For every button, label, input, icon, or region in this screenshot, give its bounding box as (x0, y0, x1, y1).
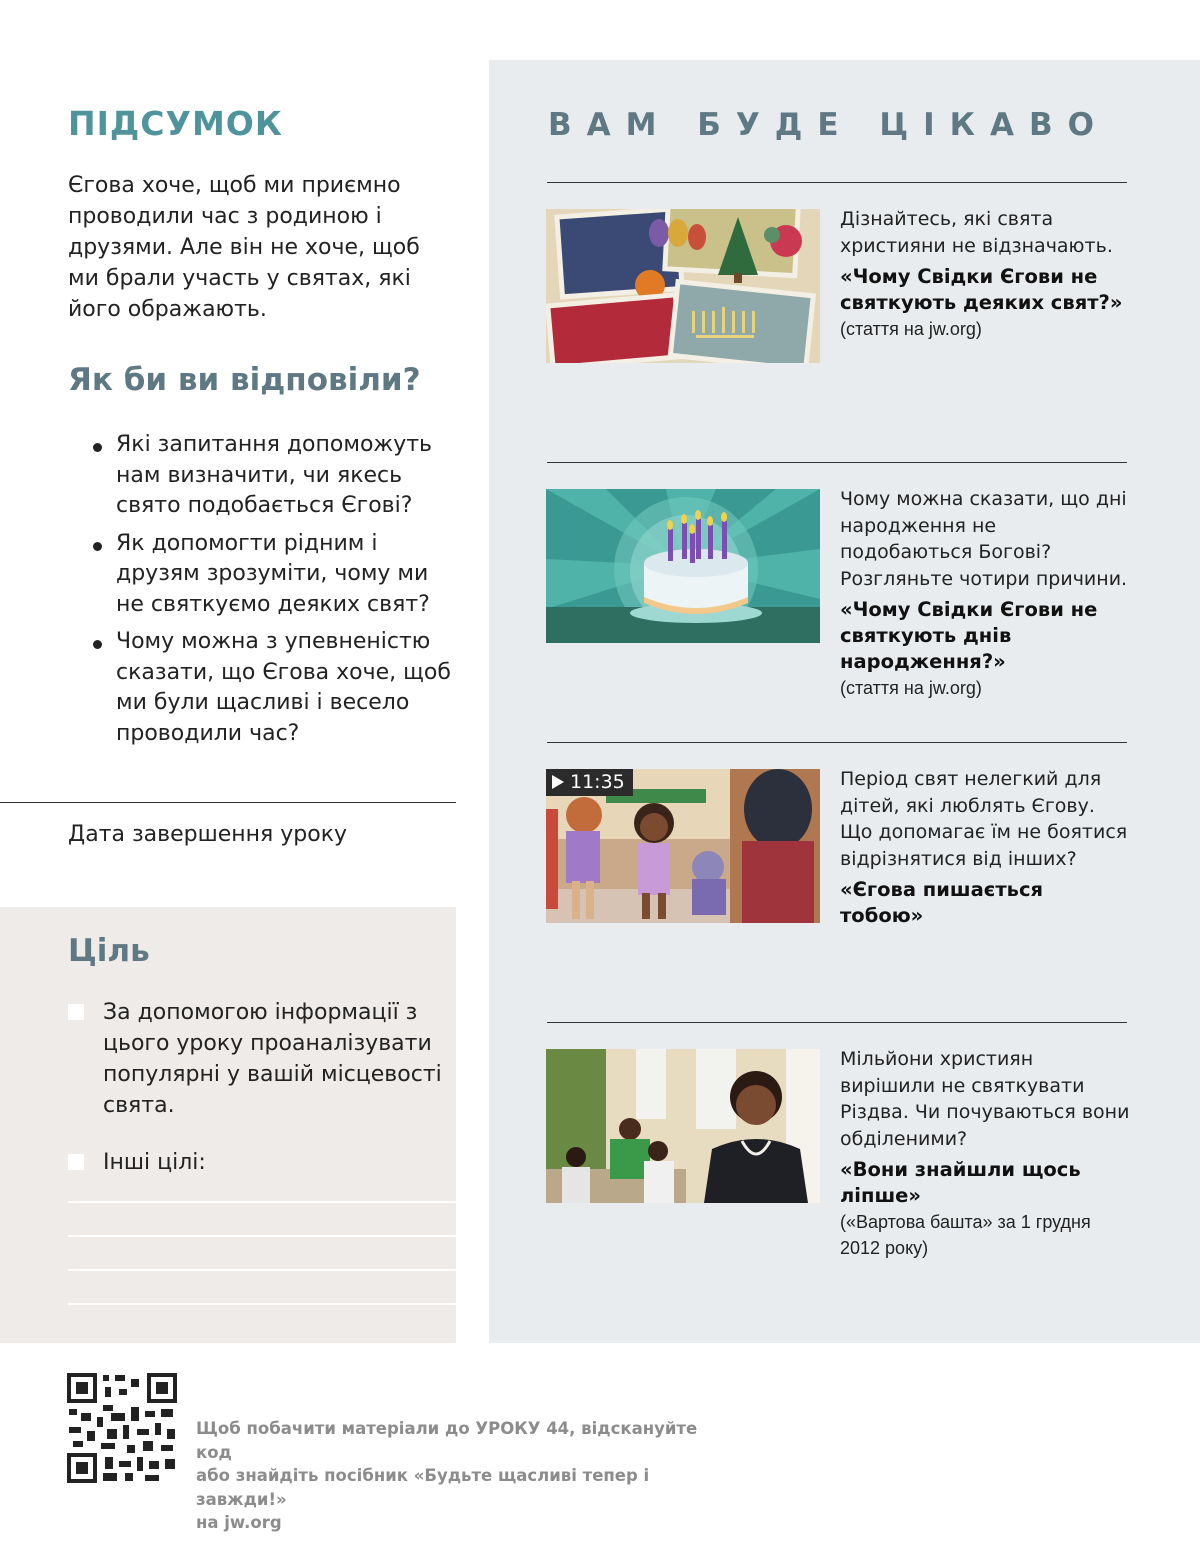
questions-heading: Як би ви відповіли? (68, 362, 421, 398)
goal-box (0, 907, 456, 1343)
birthday-thumbnail[interactable] (546, 489, 820, 643)
footer-text (196, 1417, 716, 1535)
entry-source: (стаття на jw.org) (840, 319, 982, 339)
summary-text: Єгова хоче, щоб ми приємно проводили час з родиною і друзями. Але він не хоче, щоб ми брали участь у святах, які його ображають. (68, 173, 420, 322)
completion-divider (0, 802, 456, 803)
other-goals-checkbox[interactable] (68, 1154, 84, 1170)
entry-divider (547, 1022, 1127, 1023)
write-line[interactable] (68, 1235, 456, 1237)
family-thumbnail[interactable] (546, 1049, 820, 1203)
video-duration: 11:35 (570, 771, 625, 793)
entry-divider (547, 742, 1127, 743)
question-text: Чому можна з упевненістю сказати, що Єгова хоче, щоб ми були щасливі і весело проводили час? (116, 629, 451, 746)
question-item (90, 529, 462, 621)
question-item (90, 627, 462, 749)
holidays-thumbnail[interactable] (546, 209, 820, 363)
question-item (90, 430, 462, 522)
entry-title-link[interactable]: «Чому Свідки Єгови не святкують днів народження?» (840, 598, 1098, 673)
entry-title-link[interactable]: «Єгова пишається тобою» (840, 878, 1044, 927)
bullet-icon (93, 640, 102, 649)
goal-checkbox[interactable] (68, 1004, 84, 1020)
question-text: Які запитання допоможуть нам визначити, чи якесь свято подобається Єгові? (116, 432, 433, 518)
entry-2 (840, 486, 1130, 701)
goal-text: За допомогою інформації з цього уроку проаналізувати популярні у вашій місцевості свята. (103, 1000, 442, 1118)
interest-heading: ВАМ БУДЕ ЦІКАВО (548, 107, 1109, 143)
footer-line: Щоб побачити матеріали до УРОКУ 44, відскануйте код (196, 1419, 698, 1462)
play-icon[interactable] (552, 775, 564, 789)
entry-description: Мільйони християн вирішили не святкувати Різдва. Чи почуваються вони обділеними? (840, 1048, 1130, 1150)
entry-divider (547, 462, 1127, 463)
entry-1 (840, 206, 1130, 342)
entry-description: Дізнайтесь, які свята християни не відзначають. (840, 208, 1113, 257)
write-line[interactable] (68, 1303, 456, 1305)
video-duration-badge (546, 769, 633, 796)
entry-source: («Вартова башта» за 1 грудня 2012 року) (840, 1212, 1091, 1258)
entry-title-link[interactable]: «Чому Свідки Єгови не святкують деяких свят?» (840, 265, 1123, 314)
entry-description: Період свят нелегкий для дітей, які люблять Єгову. Що допомагає їм не боятися відрізнятися від інших? (840, 768, 1128, 870)
footer-line[interactable]: на jw.org (196, 1513, 282, 1532)
bullet-icon (93, 443, 102, 452)
other-goals-label: Інші цілі: (103, 1150, 206, 1175)
bullet-icon (93, 542, 102, 551)
write-line[interactable] (68, 1269, 456, 1271)
entry-description: Чому можна сказати, що дні народження не подобаються Богові? Розгляньте чотири причини. (840, 488, 1128, 590)
write-line[interactable] (68, 1201, 456, 1203)
goal-heading: Ціль (68, 933, 150, 969)
questions-list (90, 430, 462, 756)
question-text: Як допомогти рідним і друзям зрозуміти, чому ми не святкуємо деяких свят? (116, 530, 430, 617)
entry-source: (стаття на jw.org) (840, 678, 982, 698)
entry-3 (840, 766, 1130, 929)
entry-divider (547, 182, 1127, 183)
footer-line: або знайдіть посібник «Будьте щасливі тепер і завжди!» (196, 1466, 650, 1509)
entry-title-link[interactable]: «Вони знайшли щось ліпше» (840, 1158, 1081, 1207)
qr-code-icon[interactable] (67, 1373, 177, 1483)
entry-4 (840, 1046, 1130, 1261)
completion-date-label: Дата завершення уроку (68, 822, 348, 847)
video-thumbnail[interactable] (546, 769, 820, 923)
summary-heading: ПІДСУМОК (68, 104, 283, 143)
